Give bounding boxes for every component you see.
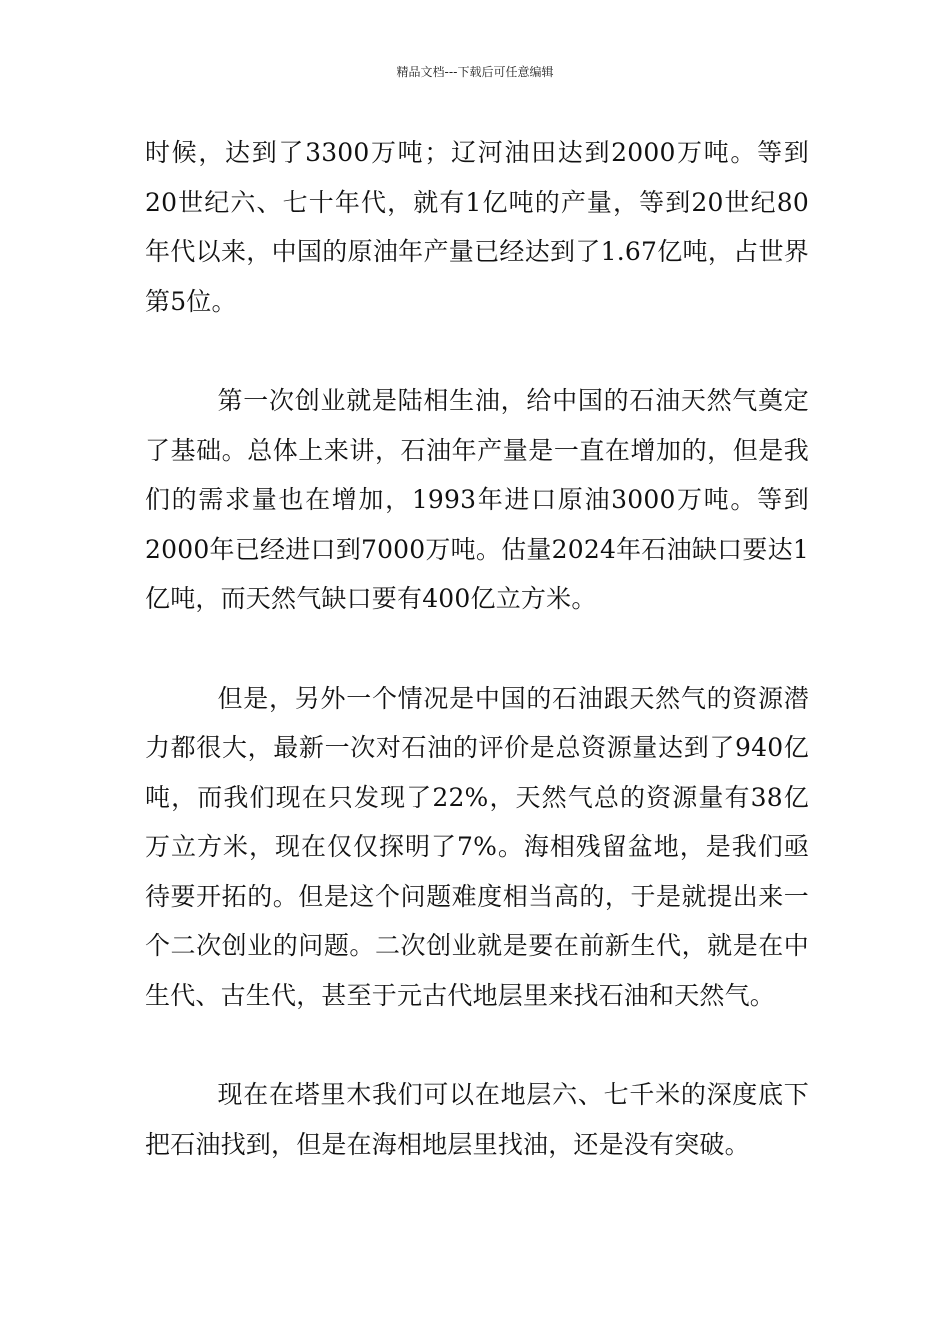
- paragraph-gap: [145, 1020, 809, 1070]
- paragraph-2: 第一次创业就是陆相生油，给中国的石油天然气奠定了基础。总体上来讲，石油年产量是一直在增加的，但是我们的需求量也在增加，1993年进口原油3000万吨。等到2000年已经进口到7000万吨。估量2024年石油缺口要达1亿吨，而天然气缺口要有400亿立方米。: [145, 386, 809, 613]
- paragraph-4: 现在在塔里木我们可以在地层六、七千米的深度底下把石油找到，但是在海相地层里找油，还是没有突破。: [145, 1080, 809, 1159]
- paragraph-gap: [145, 326, 809, 376]
- page-header: 精品文档---下载后可任意编辑: [396, 65, 554, 79]
- paragraph-3: 但是，另外一个情况是中国的石油跟天然气的资源潜力都很大，最新一次对石油的评价是总资源量达到了940亿吨，而我们现在只发现了22%，天然气总的资源量有38亿万立方米，现在仅仅探明了7%。海相残留盆地，是我们亟待要开拓的。但是这个问题难度相当高的，于是就提出来一个二次创业的问题。二次创业就是要在前新生代，就是在中生代、古生代，甚至于元古代地层里来找石油和天然气。: [145, 683, 809, 1010]
- paragraph-gap: [145, 624, 809, 674]
- paragraph-1: 时候，达到了3300万吨；辽河油田达到2000万吨。等到20世纪六、七十年代，就有1亿吨的产量，等到20世纪80年代以来，中国的原油年产量已经达到了1.67亿吨，占世界第5位。: [145, 138, 809, 316]
- document-body: [145, 128, 809, 1169]
